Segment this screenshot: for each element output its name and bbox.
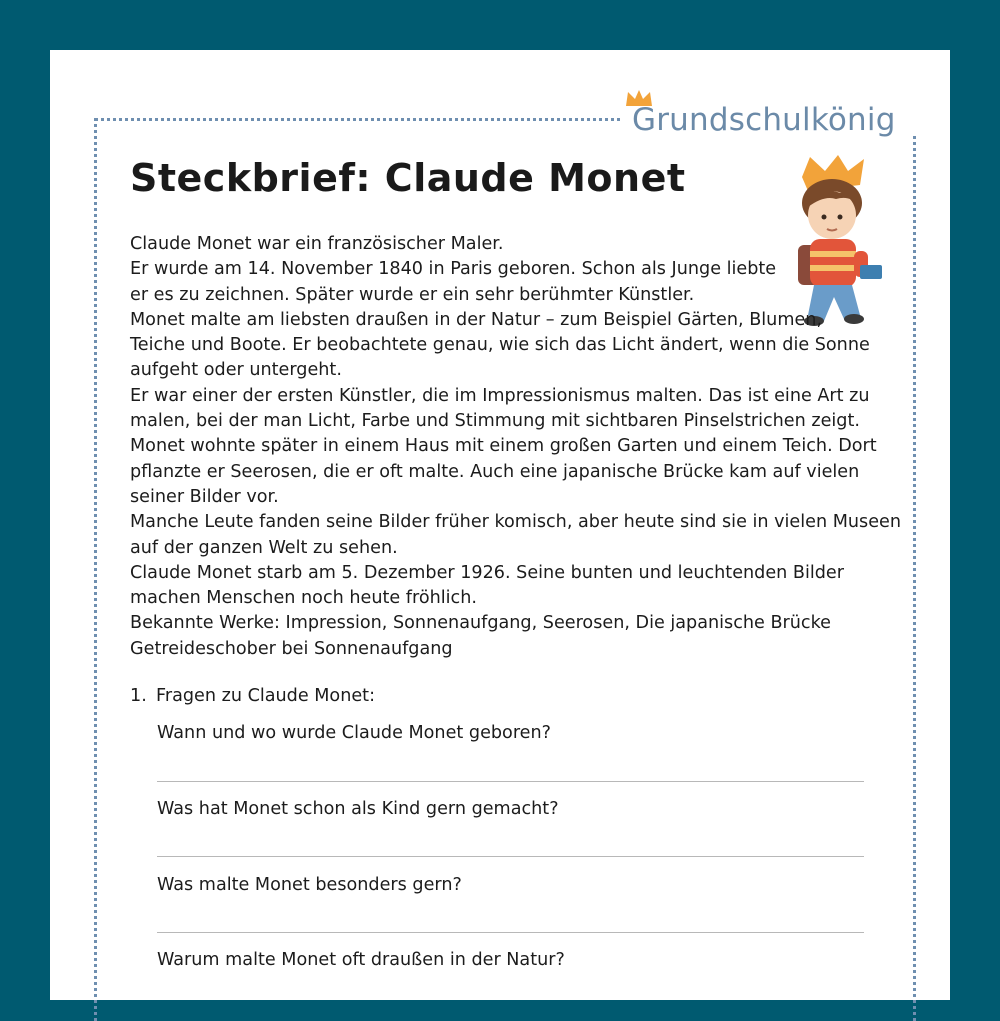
intro-line: Getreideschober bei Sonnenaufgang [130,638,453,659]
answer-line-1[interactable] [157,781,864,782]
worksheet-page [50,50,950,1000]
answer-line-2[interactable] [157,856,864,857]
task-number: 1. [130,686,147,706]
question-2: Was hat Monet schon als Kind gern gemacht? [157,799,559,819]
intro-line: aufgeht oder untergeht. [130,360,342,381]
intro-line: pflanzte er Seerosen, die er oft malte. Auch eine japanische Brücke kam auf vielen [130,461,860,482]
intro-line: Monet wohnte später in einem Haus mit einem großen Garten und einem Teich. Dort [130,436,877,457]
intro-line: Teiche und Boote. Er beobachtete genau, wie sich das Licht ändert, wenn die Sonne [130,335,870,356]
task-title: Fragen zu Claude Monet: [156,686,376,706]
question-1: Wann und wo wurde Claude Monet geboren? [157,723,551,743]
question-3: Was malte Monet besonders gern? [157,875,462,895]
intro-line: Er war einer der ersten Künstler, die im Impressionismus malten. Das ist eine Art zu [130,385,870,406]
intro-line: machen Menschen noch heute fröhlich. [130,588,477,609]
answer-line-3[interactable] [157,932,864,933]
intro-line: Manche Leute fanden seine Bilder früher komisch, aber heute sind sie in vielen Museen [130,512,901,533]
intro-line: malen, bei der man Licht, Farbe und Stimmung mit sichtbaren Pinselstrichen zeigt. [130,411,860,432]
intro-line: Monet malte am liebsten draußen in der Natur – zum Beispiel Gärten, Blumen, [130,309,823,330]
page-title: Steckbrief: Claude Monet [130,156,686,200]
intro-line: seiner Bilder vor. [130,486,279,507]
intro-line: Claude Monet war ein französischer Maler. [130,234,504,254]
intro-line: er es zu zeichnen. Später wurde er ein sehr berühmter Künstler. [130,284,695,305]
brand-logo: Grundschulkönig [632,102,896,138]
intro-line: auf der ganzen Welt zu sehen. [130,537,398,558]
intro-line: Er wurde am 14. November 1840 in Paris geboren. Schon als Junge liebte [130,259,777,280]
task-heading [130,686,375,706]
intro-line: Claude Monet starb am 5. Dezember 1926. Seine bunten und leuchtenden Bilder [130,562,844,583]
intro-line: Bekannte Werke: Impression, Sonnenaufgang, Seerosen, Die japanische Brücke [130,613,831,634]
question-4: Warum malte Monet oft draußen in der Natur? [157,950,565,970]
intro-text [130,232,901,662]
